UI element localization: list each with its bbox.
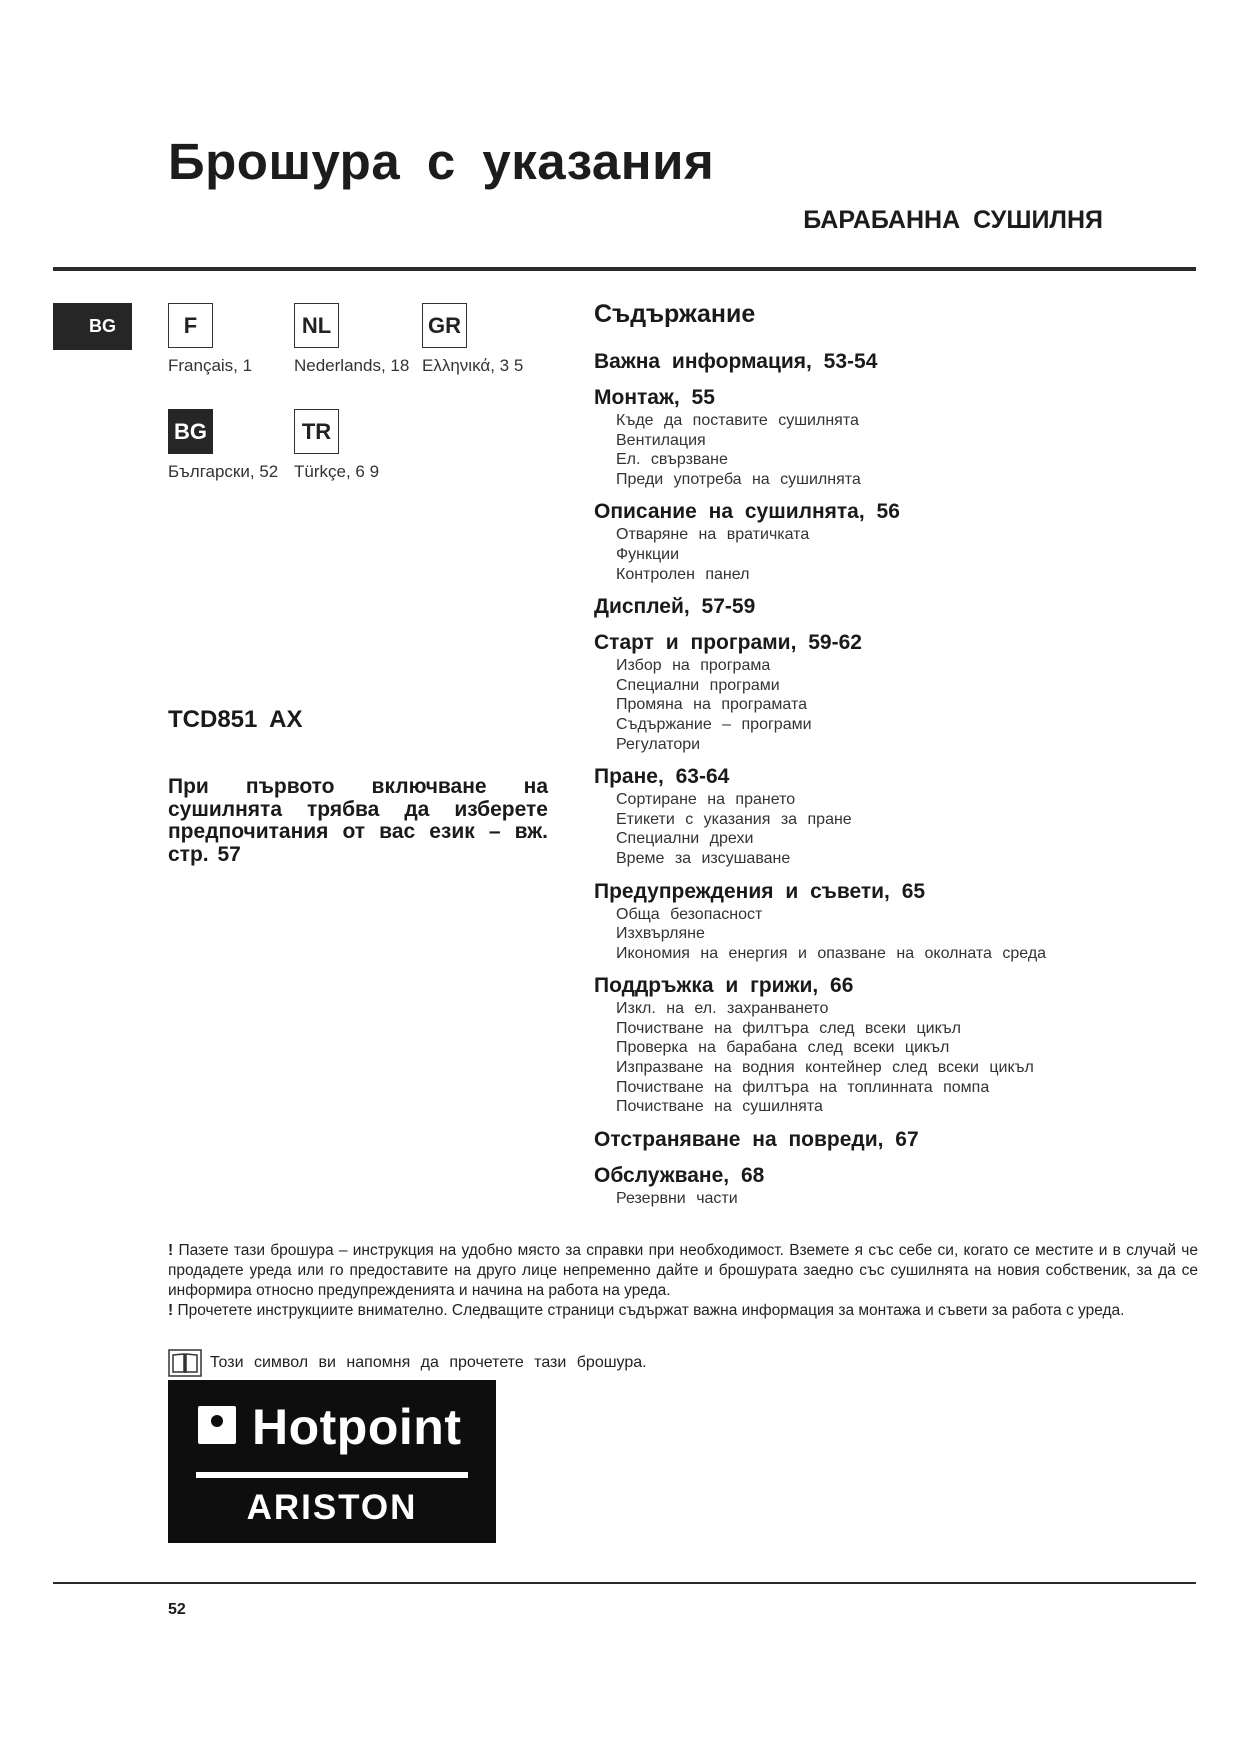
toc-section <box>594 973 1204 1117</box>
toc-subitem[interactable]: Ел. свързване <box>616 451 728 469</box>
symbol-note-row <box>168 1349 647 1377</box>
toc-section <box>594 630 1204 754</box>
warning-mark-icon: ! <box>168 1242 174 1259</box>
toc-subitem[interactable]: Специални дрехи <box>616 830 754 848</box>
logo-divider <box>196 1472 468 1478</box>
toc-section <box>594 499 1204 584</box>
toc-subitem[interactable]: Функции <box>616 545 680 563</box>
toc-section-title[interactable]: Поддръжка и грижи, 66 <box>594 974 854 998</box>
bottom-divider <box>53 1582 1196 1584</box>
toc-subitem[interactable]: Изпразване на водния контейнер след всеки цикъл <box>616 1059 1034 1077</box>
note-keep-brochure <box>168 1241 1198 1301</box>
page-title: Брошура с указания <box>168 133 715 190</box>
logo-mark-icon <box>196 1404 238 1446</box>
toc-subitem[interactable]: Обща безопасност <box>616 905 763 923</box>
first-use-note: При първото включване на сушилнята трябва да изберете предпочитания от вас език – вж. стр. 57 <box>168 775 548 866</box>
toc-subitem[interactable]: Съдържание – програми <box>616 715 812 733</box>
page-number: 52 <box>168 1601 186 1618</box>
toc-section-title[interactable]: Дисплей, 57-59 <box>594 595 756 619</box>
toc-subitem[interactable]: Регулатори <box>616 735 701 753</box>
book-icon <box>168 1349 202 1377</box>
toc-section <box>594 764 1204 868</box>
note-read-instructions-text: Прочетете инструкциите внимателно. Следващите страници съдържат важна информация за монтажа и съвети за работа с уреда. <box>177 1302 1125 1319</box>
hotpoint-ariston-logo <box>168 1380 496 1543</box>
toc-section <box>594 385 1204 489</box>
language-label-tr: Türkçe, 6 9 <box>294 462 380 481</box>
note-read-instructions <box>168 1301 1198 1321</box>
toc-section-title[interactable]: Отстраняване на повреди, 67 <box>594 1127 919 1151</box>
toc-subitem[interactable]: Резервни части <box>616 1189 738 1207</box>
toc-section <box>594 1163 1204 1209</box>
language-box-gr[interactable]: GR <box>422 303 467 348</box>
toc-section <box>594 1127 1204 1153</box>
toc-subitem[interactable]: Вентилация <box>616 431 706 449</box>
toc-section <box>594 879 1204 964</box>
logo-brand: Hotpoint <box>252 1399 462 1455</box>
toc-section-title[interactable]: Монтаж, 55 <box>594 386 715 409</box>
toc-subitem[interactable]: Преди употреба на сушилнята <box>616 470 861 488</box>
warning-mark-icon: ! <box>168 1302 174 1319</box>
toc-subitem[interactable]: Икономия на енергия и опазване на околната среда <box>616 944 1047 962</box>
notes-block <box>168 1241 1198 1321</box>
table-of-contents <box>594 300 1204 1218</box>
toc-subitem[interactable]: Време за изсушаване <box>616 849 791 867</box>
toc-section <box>594 594 1204 620</box>
logo-sub: ARISTON <box>246 1488 418 1527</box>
language-box-bg[interactable]: BG <box>168 409 213 454</box>
toc-heading: Съдържание <box>594 300 756 328</box>
toc-subitem[interactable]: Проверка на барабана след всеки цикъл <box>616 1039 950 1057</box>
toc-subitem[interactable]: Промяна на програмата <box>616 696 808 714</box>
toc-subitem[interactable]: Специални програми <box>616 676 780 694</box>
toc-section-title[interactable]: Предупреждения и съвети, 65 <box>594 879 926 903</box>
toc-section <box>594 349 1204 375</box>
toc-subitem[interactable]: Къде да поставите сушилнята <box>616 412 859 429</box>
language-label-fr: Français, 1 <box>168 356 253 375</box>
note-keep-brochure-text: Пазете тази брошура – инструкция на удобно място за справки при необходимост. Вземете я със себе си, когато се местите и в случай че продадете уреда или го предоставите на друго лице непременно дайте и брошурата заедно със сушилнята на новия собственик, за да се информира относно предупрежденията и начина на работа на уреда. <box>168 1242 1198 1299</box>
toc-section-title[interactable]: Важна информация, 53-54 <box>594 350 878 373</box>
toc-subitem[interactable]: Почистване на филтъра след всеки цикъл <box>616 1019 961 1037</box>
toc-subitem[interactable]: Контролен панел <box>616 565 750 583</box>
current-language-tab: BG <box>53 303 132 350</box>
page-subtitle: БАРАБАННА СУШИЛНЯ <box>803 206 1103 234</box>
toc-section-title[interactable]: Обслужване, 68 <box>594 1163 765 1187</box>
language-label-bg: Български, 52 <box>168 462 279 481</box>
language-box-fr[interactable]: F <box>168 303 213 348</box>
model-number: TCD851 AX <box>168 706 303 733</box>
toc-subitem[interactable]: Почистване на сушилнята <box>616 1098 823 1116</box>
language-box-tr[interactable]: TR <box>294 409 339 454</box>
toc-subitem[interactable]: Почистване на филтъра на топлинната помпа <box>616 1078 990 1096</box>
language-label-nl: Nederlands, 18 <box>294 356 410 375</box>
toc-subitem[interactable]: Отваряне на вратичката <box>616 526 810 544</box>
toc-subitem[interactable]: Изкл. на ел. захранването <box>616 1000 829 1018</box>
toc-section-title[interactable]: Пране, 63-64 <box>594 765 730 789</box>
toc-sections <box>594 349 1204 1208</box>
toc-subitem[interactable]: Етикети с указания за пране <box>616 810 852 828</box>
language-label-gr: Ελληνικά, 3 5 <box>422 356 524 375</box>
toc-subitem[interactable]: Сортиране на прането <box>616 791 796 809</box>
symbol-note-text: Този символ ви напомня да прочетете тази брошура. <box>210 1354 647 1371</box>
toc-section-title[interactable]: Описание на сушилнята, 56 <box>594 500 900 524</box>
toc-subitem[interactable]: Избор на програма <box>616 657 771 675</box>
language-box-nl[interactable]: NL <box>294 303 339 348</box>
toc-subitem[interactable]: Изхвърляне <box>616 925 705 943</box>
toc-section-title[interactable]: Старт и програми, 59-62 <box>594 631 862 655</box>
top-divider <box>53 267 1196 271</box>
